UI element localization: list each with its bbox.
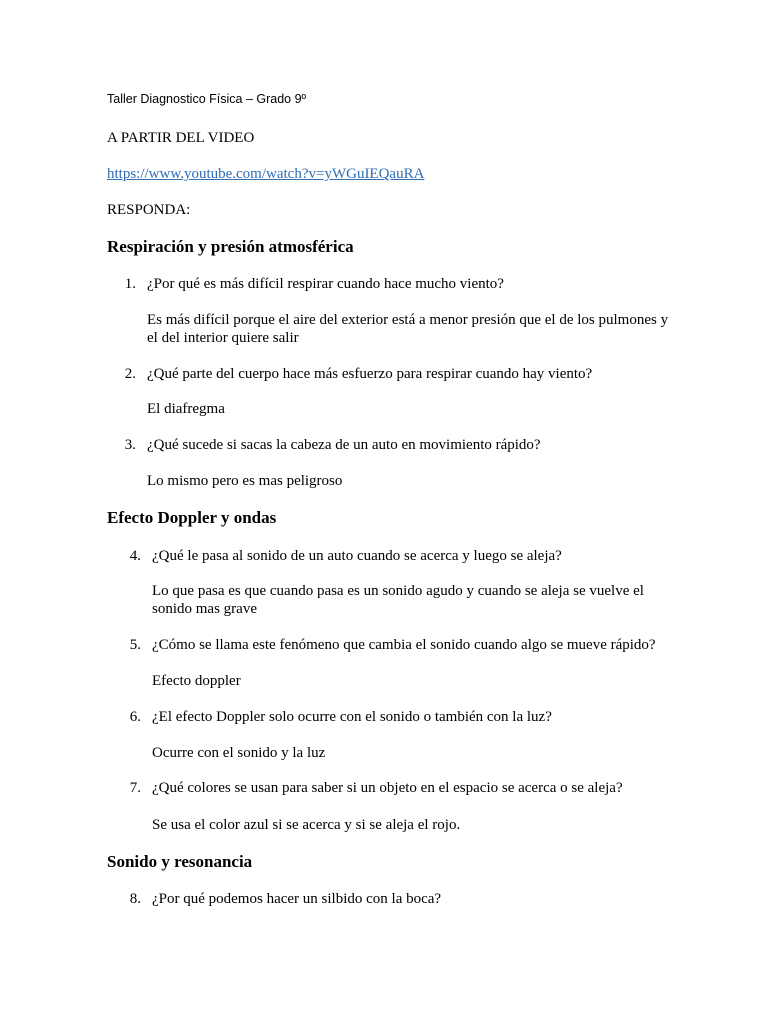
respond-label: RESPONDA: — [107, 202, 191, 218]
question-text: ¿Por qué es más difícil respirar cuando hace mucho viento? — [147, 276, 504, 292]
question-number: 2. — [124, 366, 136, 382]
question-number: 3. — [124, 437, 136, 453]
answer-text: Lo mismo pero es mas peligroso — [147, 473, 343, 489]
section-heading-sonido: Sonido y resonancia — [107, 852, 253, 871]
section-heading-doppler: Efecto Doppler y ondas — [107, 508, 277, 527]
question-text: ¿Qué le pasa al sonido de un auto cuando se acerca y luego se aleja? — [152, 548, 562, 564]
question-text: ¿Qué colores se usan para saber si un objeto en el espacio se acerca o se aleja? — [152, 780, 623, 796]
document-title: Taller Diagnostico Física – Grado 9º — [107, 92, 307, 106]
question-text: ¿Por qué podemos hacer un silbido con la boca? — [152, 891, 442, 907]
question-number: 8. — [129, 891, 141, 907]
intro-text: A PARTIR DEL VIDEO — [107, 130, 255, 146]
question-text: ¿Qué parte del cuerpo hace más esfuerzo para respirar cuando hay viento? — [147, 366, 593, 382]
question-text: ¿Cómo se llama este fenómeno que cambia el sonido cuando algo se mueve rápido? — [152, 637, 656, 653]
question-number: 5. — [129, 637, 141, 653]
question-number: 6. — [129, 709, 141, 725]
question-number: 4. — [129, 548, 141, 564]
answer-text: Es más difícil porque el aire del exterior está a menor presión que el de los pulmones y el del interior quiere salir — [147, 312, 669, 346]
answer-text: Ocurre con el sonido y la luz — [152, 745, 326, 761]
answer-text: Efecto doppler — [152, 673, 241, 689]
section-heading-respiracion: Respiración y presión atmosférica — [107, 237, 354, 256]
answer-text: Lo que pasa es que cuando pasa es un sonido agudo y cuando se aleja se vuelve el sonido mas grave — [152, 583, 644, 617]
question-number: 7. — [129, 780, 141, 796]
question-text: ¿El efecto Doppler solo ocurre con el sonido o también con la luz? — [152, 709, 552, 725]
answer-text: El diafregma — [147, 401, 225, 417]
question-text: ¿Qué sucede si sacas la cabeza de un auto en movimiento rápido? — [147, 437, 541, 453]
answer-text: Se usa el color azul si se acerca y si se aleja el rojo. — [152, 817, 461, 833]
video-link[interactable]: https://www.youtube.com/watch?v=yWGuIEQauRA — [107, 166, 425, 182]
question-number: 1. — [124, 276, 136, 292]
